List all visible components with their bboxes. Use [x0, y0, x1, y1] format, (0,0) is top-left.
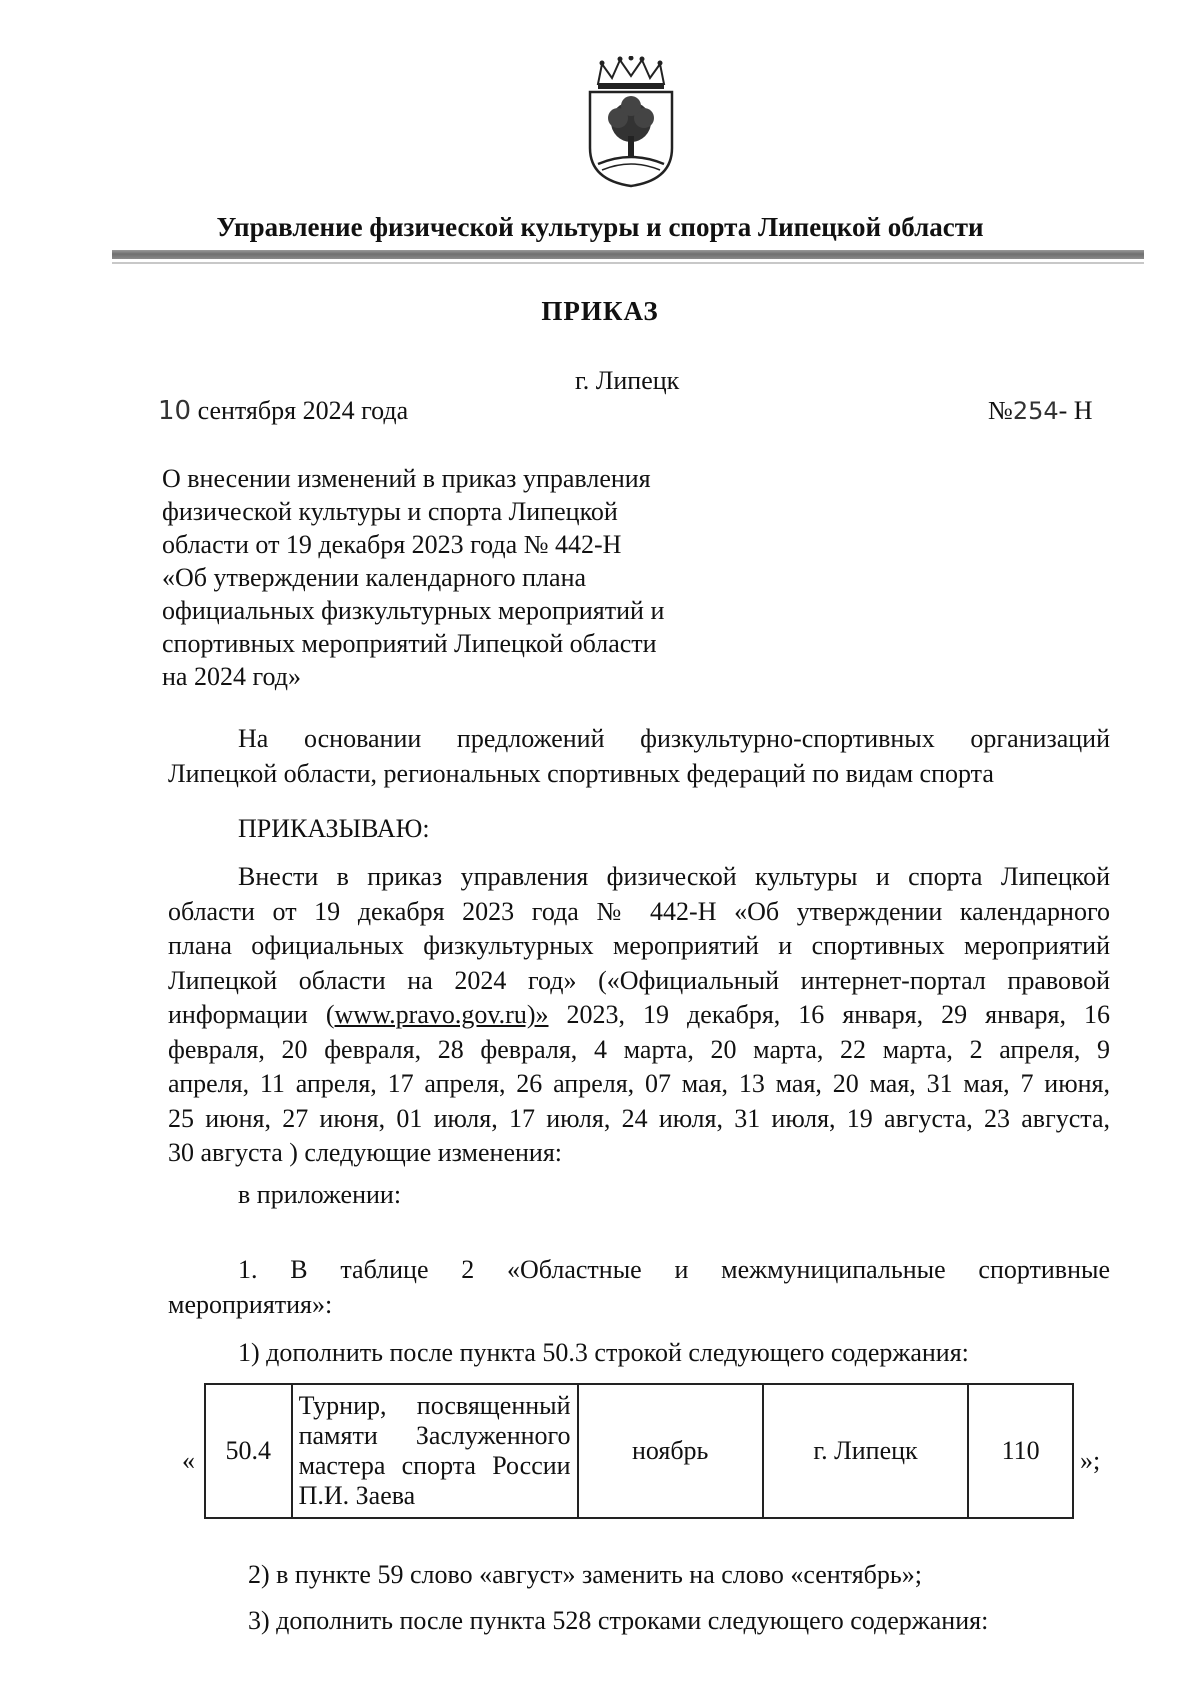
item1-sub-paragraph	[168, 1336, 1110, 1371]
document-title: ПРИКАЗ	[541, 296, 659, 326]
main-line: Внести в приказ управления физической культуры и спорта Липецкой	[238, 862, 1110, 891]
document-number	[988, 396, 1093, 426]
number-prefix: №	[988, 396, 1013, 425]
coat-of-arms-icon	[584, 56, 678, 188]
header-rule	[112, 250, 1144, 259]
handwritten-number: 254	[1012, 397, 1059, 425]
basis-line: На основании предложений физкультурно-спортивных организаций	[238, 724, 1110, 753]
table-row	[205, 1384, 1073, 1518]
in-appendix: в приложении:	[238, 1180, 402, 1209]
cell-place: г. Липецк	[763, 1384, 968, 1518]
main-line-text: 2023, 19 декабря, 16 января, 29 января, 16	[548, 1000, 1110, 1029]
header-rule-thin	[112, 262, 1144, 264]
subject-line: «Об утверждении календарного плана	[162, 563, 587, 592]
cell-event-name	[292, 1384, 578, 1518]
item1-paragraph	[168, 1253, 1110, 1322]
insert-table	[204, 1383, 1074, 1519]
subject-line: физической культуры и спорта Липецкой	[162, 497, 618, 526]
number-suffix: - Н	[1058, 396, 1093, 425]
cell-participants: 110	[968, 1384, 1073, 1518]
main-line: февраля, 20 февраля, 28 февраля, 4 марта, 20 марта, 22 марта, 2 апреля, 9	[168, 1034, 1110, 1064]
subject-line: спортивных мероприятий Липецкой области	[162, 629, 657, 658]
subject-line: официальных физкультурных мероприятий и	[162, 596, 665, 625]
subject-line: О внесении изменений в приказ управления	[162, 464, 651, 493]
order-word-paragraph	[168, 812, 1110, 847]
document-subject	[162, 462, 722, 693]
main-line-text: информации (	[168, 1000, 335, 1029]
item1-sub: 1) дополнить после пункта 50.3 строкой следующего содержания:	[238, 1338, 969, 1367]
table-open-quote: «	[182, 1446, 195, 1475]
item3: 3) дополнить после пункта 528 строками следующего содержания:	[248, 1606, 989, 1635]
order-word: ПРИКАЗЫВАЮ:	[238, 814, 430, 843]
main-line: плана официальных физкультурных мероприятий и спортивных мероприятий	[168, 931, 1110, 960]
appendix-paragraph	[168, 1178, 1110, 1213]
main-line: 30 августа ) следующие изменения:	[168, 1138, 563, 1167]
main-line: Липецкой области на 2024 год» («Официальный интернет-портал правовой	[168, 965, 1110, 995]
subject-line: на 2024 год»	[162, 662, 301, 691]
event-name-line: Турнир, посвященный	[298, 1391, 571, 1420]
event-name-line: мастера спорта России	[298, 1451, 571, 1480]
handwritten-day: 10	[158, 396, 192, 426]
date-text: сентября 2024 года	[191, 396, 409, 425]
event-name-line: памяти Заслуженного	[298, 1421, 571, 1450]
main-line-with-link	[168, 998, 1110, 1033]
document-date	[158, 396, 408, 426]
organization-name: Управление физической культуры и спорта Липецкой области	[216, 212, 984, 242]
item2: 2) в пункте 59 слово «август» заменить на слово «сентябрь»;	[248, 1560, 922, 1589]
table-close-quote: »;	[1080, 1446, 1101, 1475]
cell-number: 50.4	[205, 1384, 292, 1518]
item1-line: 1. В таблице 2 «Областные и межмуниципальные спортивные	[238, 1255, 1110, 1284]
main-paragraph	[168, 860, 1110, 1171]
cell-month: ноябрь	[578, 1384, 763, 1518]
event-name-line: П.И. Заева	[298, 1481, 416, 1510]
basis-paragraph	[168, 722, 1110, 791]
item1-line: мероприятия»:	[168, 1289, 333, 1319]
main-line: апреля, 11 апреля, 17 апреля, 26 апреля, 07 мая, 13 мая, 20 мая, 31 мая, 7 июня,	[168, 1069, 1110, 1098]
main-line: 25 июня, 27 июня, 01 июля, 17 июля, 24 июля, 31 июля, 19 августа, 23 августа,	[168, 1103, 1110, 1133]
subject-line: области от 19 декабря 2023 года № 442-Н	[162, 530, 622, 559]
document-city: г. Липецк	[575, 366, 680, 395]
main-line: области от 19 декабря 2023 года № 442-Н «Об утверждении календарного	[168, 896, 1110, 926]
basis-line: Липецкой области, региональных спортивных федераций по видам спорта	[168, 758, 994, 788]
portal-link[interactable]: www.pravo.gov.ru)»	[334, 1000, 549, 1029]
